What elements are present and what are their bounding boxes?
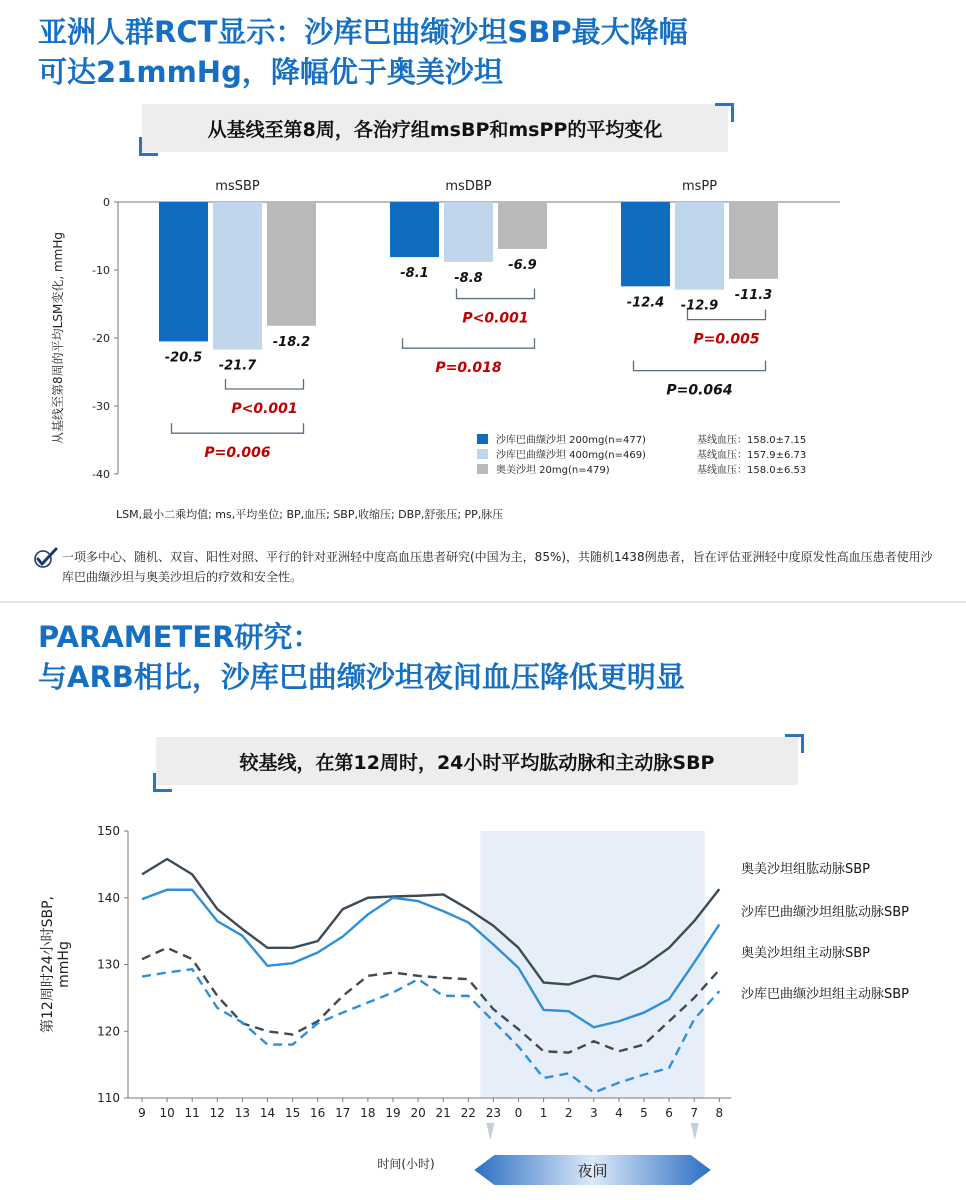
x-tick-label: 23 [485,1106,502,1120]
x-tick-label: 18 [360,1106,376,1120]
x-tick-label: 16 [310,1106,326,1120]
x-tick-label: 0 [514,1106,523,1120]
x-tick-label: 6 [665,1106,673,1120]
x-tick-label: 4 [615,1106,623,1120]
bar [729,202,778,279]
x-tick-label: 11 [184,1106,200,1120]
comparison-bracket [172,423,304,433]
y-tick-label: 140 [97,890,120,905]
bottom-subtitle: 较基线，在第12周时，24小时平均肱动脉和主动脉SBP [239,751,715,774]
bar-value-label: -21.7 [218,358,257,374]
p-value-label: P=0.064 [666,382,733,399]
x-axis-label: 时间(小时) [377,1157,435,1171]
bar [444,202,493,262]
check-icon [32,547,58,569]
x-tick-label: 12 [209,1106,225,1120]
abbreviation-footnote: LSM,最小二乘均值; ms,平均坐位; BP,血压; SBP,收缩压; DBP,舒张压; PP,脉压 [116,508,504,521]
bar-chart [0,0,966,520]
y-tick-label: -10 [92,264,110,277]
comparison-bracket [226,379,304,389]
x-tick-label: 13 [234,1106,251,1120]
y-axis-label: 从基线至第8周的平均LSM变化, mmHg [51,232,65,444]
x-tick-label: 5 [640,1106,648,1120]
x-tick-label: 8 [715,1106,724,1120]
bar-value-label: -12.4 [626,295,665,311]
category-label: msPP [681,179,718,194]
legend-baseline: 基线血压：158.0±7.15 [697,435,807,446]
bottom-title-line2: 与ARB相比，沙库巴曲缬沙坦夜间血压降低更明显 [38,660,685,694]
bar-value-label: -12.9 [680,298,719,314]
top-subtitle: 从基线至第8周，各治疗组msBP和msPP的平均变化 [207,118,663,141]
y-tick-label: 120 [97,1024,120,1039]
y-tick-label: -30 [92,400,110,413]
legend-swatch [477,464,488,474]
y-tick-label: -40 [92,468,110,481]
x-tick-label: 17 [335,1106,351,1120]
night-label: 夜间 [577,1162,608,1180]
p-value-label: P<0.001 [231,401,298,417]
category-label: msDBP [445,179,492,194]
bottom-panel [0,603,966,1200]
y-tick-label: 0 [103,196,110,209]
category-label: msSBP [215,179,260,194]
x-tick-label: 3 [589,1106,598,1120]
bottom-title-line1: PARAMETER研究： [38,620,322,654]
x-tick-label: 1 [539,1106,548,1120]
y-tick-label: 110 [97,1091,120,1105]
legend-swatch [477,434,488,444]
bar [159,202,208,341]
x-tick-label: 20 [410,1106,426,1120]
p-value-label: P=0.018 [435,360,502,377]
x-tick-label: 21 [435,1106,451,1120]
x-tick-label: 7 [690,1106,699,1120]
y-axis-label: 第12周时24小时SBP, [40,895,56,1034]
y-axis-label-group [40,896,72,1033]
y-tick-label: -20 [92,332,110,345]
bar-value-label: -20.5 [164,350,203,366]
series-label: 沙库巴曲缬沙坦组肱动脉SBP [741,905,910,920]
series-label: 奥美沙坦组主动脉SBP [741,946,871,961]
legend-baseline: 基线血压：158.0±6.53 [697,465,807,476]
y-tick-label: 130 [97,957,120,972]
x-tick-label: 14 [259,1106,276,1120]
x-tick-label: 10 [159,1106,175,1120]
comparison-bracket [457,289,535,299]
x-tick-label: 2 [564,1106,573,1120]
x-tick-label: 22 [460,1106,476,1120]
bar [267,202,316,326]
legend-label: 沙库巴曲缬沙坦 400mg(n=469) [496,450,646,461]
x-tick-label: 19 [385,1106,401,1120]
y-tick-label: 150 [97,824,120,838]
bar [390,202,439,257]
bar [498,202,547,249]
bar-value-label: -6.9 [508,257,537,273]
legend-label: 奥美沙坦 20mg(n=479) [496,465,610,476]
comparison-bracket [634,361,766,371]
bar [621,202,670,286]
study-description-note: 一项多中心、随机、双盲、阳性对照、平行的针对亚洲轻中度高血压患者研究(中国为主，85%)，共随机1438例患者，旨在评估亚洲轻中度原发性高血压患者使用沙库巴曲缬沙坦与奥美沙坦后的疗效和安全性。 [62,550,933,584]
bar-value-label: -11.3 [734,287,773,303]
bar-value-label: -18.2 [272,334,311,350]
band-marker [691,1123,699,1140]
p-value-label: P<0.001 [462,310,529,327]
series-label: 奥美沙坦组肱动脉SBP [741,862,871,877]
bar [213,202,262,350]
comparison-bracket [403,338,535,348]
band-marker [486,1123,494,1140]
series-label: 沙库巴曲缬沙坦组主动脉SBP [741,987,910,1002]
legend-swatch [477,449,488,459]
bar-value-label: -8.8 [454,270,483,286]
top-title-line2: 可达21mmHg，降幅优于奥美沙坦 [38,55,503,89]
x-tick-label: 15 [284,1106,301,1120]
p-value-label: P=0.006 [204,445,271,462]
top-title-line1: 亚洲人群RCT显示：沙库巴曲缬沙坦SBP最大降幅 [38,15,688,49]
line-chart [0,603,966,1200]
x-tick-label: 9 [138,1106,146,1120]
legend-label: 沙库巴曲缬沙坦 200mg(n=477) [496,435,646,446]
bar [675,202,724,290]
legend-baseline: 基线血压：157.9±6.73 [697,450,807,461]
p-value-label: P=0.005 [693,331,760,348]
bar-value-label: -8.1 [400,266,429,282]
y-axis-label: mmHg [56,941,72,988]
